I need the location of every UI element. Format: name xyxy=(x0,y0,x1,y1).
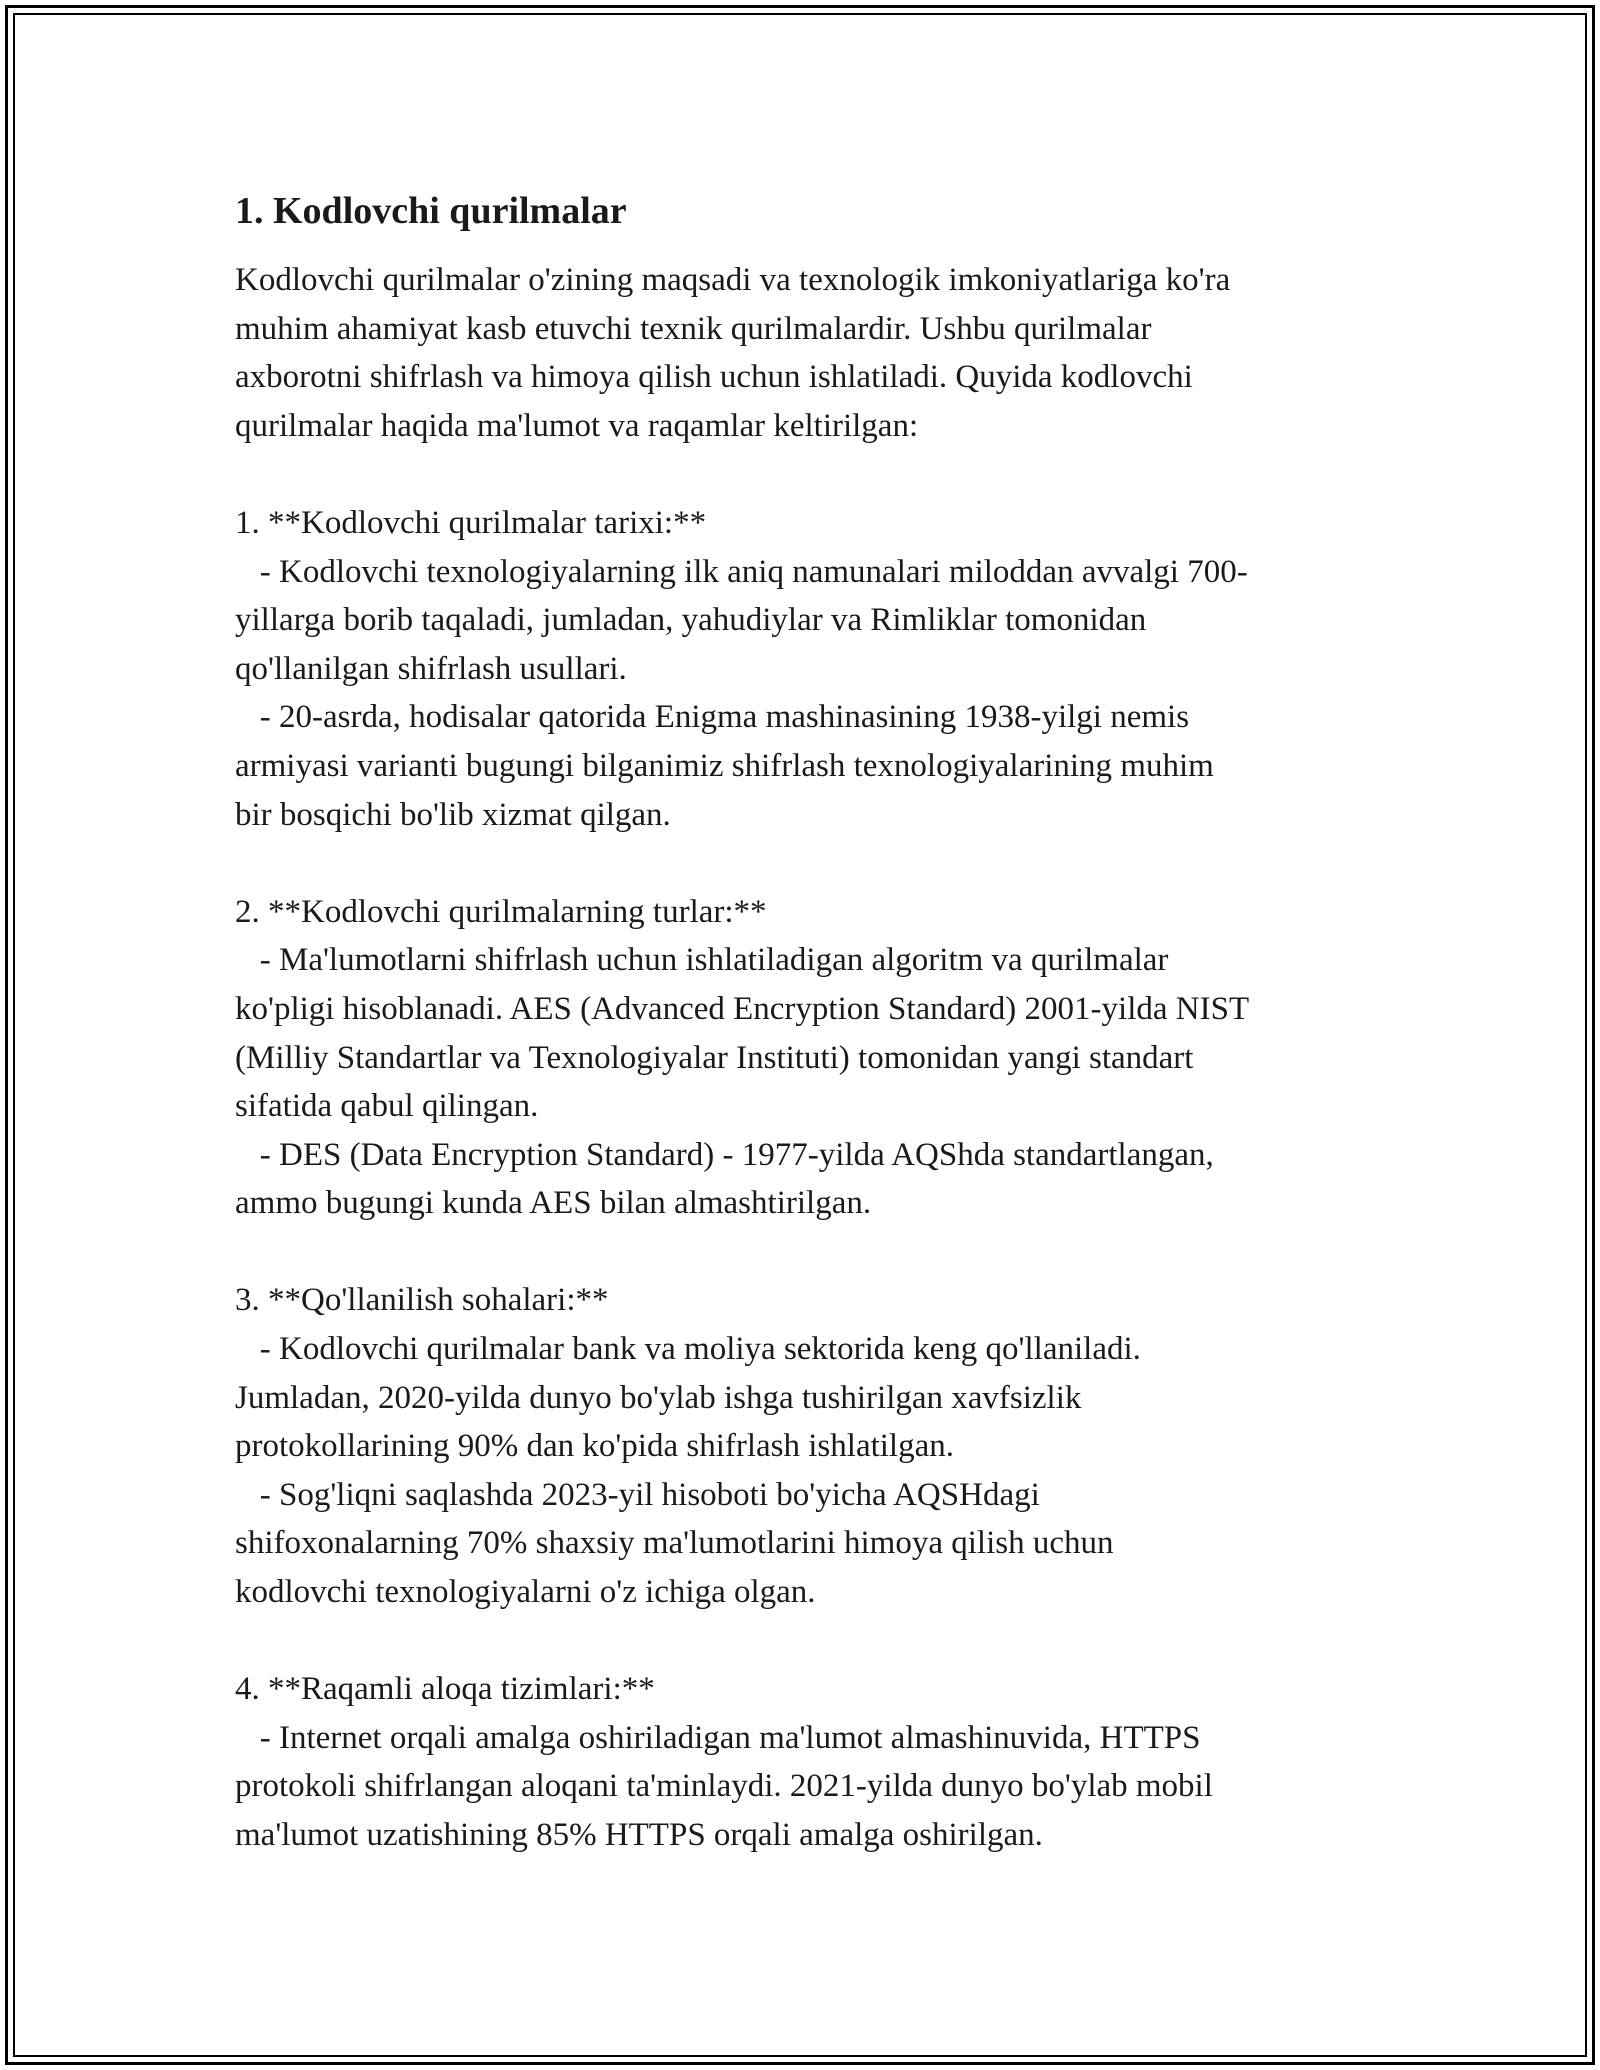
document-content xyxy=(235,186,1375,1860)
document-body: Kodlovchi qurilmalar o'zining maqsadi va texnologik imkoniyatlariga ko'ra muhim ahamiyat kasb etuvchi texnik qurilmalardir. Ushbu qurilmalar axborotni shifrlash va himoya qilish uchun ishlatiladi. Quyida kodlovchi qurilmalar haqida ma'lumot va raqamlar keltirilgan: 1. **Kodlovchi qurilmalar tarixi:** - Kodlovchi texnologiyalarning ilk aniq namunalari miloddan avvalgi 700- yillarga borib taqaladi, jumladan, yahudiylar va Rimliklar tomonidan qo'llanilgan shifrlash usullari. - 20-asrda, hodisalar qatorida Enigma mashinasining 1938-yilgi nemis armiyasi varianti bugungi bilganimiz shifrlash texnologiyalarining muhim bir bosqichi bo'lib xizmat qilgan. 2. **Kodlovchi qurilmalarning turlar:** - Ma'lumotlarni shifrlash uchun ishlatiladigan algoritm va qurilmalar ko'pligi hisoblanadi. AES (Advanced Encryption Standard) 2001-yilda NIST (Milliy Standartlar va Texnologiyalar Instituti) tomonidan yangi standart sifatida qabul qilingan. - DES (Data Encryption Standard) - 1977-yilda AQShda standartlangan, ammo bugungi kunda AES bilan almashtirilgan. 3. **Qo'llanilish sohalari:** - Kodlovchi qurilmalar bank va moliya sektorida keng qo'llaniladi. Jumladan, 2020-yilda dunyo bo'ylab ishga tushirilgan xavfsizlik protokollarining 90% dan ko'pida shifrlash ishlatilgan. - Sog'liqni saqlashda 2023-yil hisoboti bo'yicha AQSHdagi shifoxonalarning 70% shaxsiy ma'lumotlarini himoya qilish uchun kodlovchi texnologiyalarni o'z ichiga olgan. 4. **Raqamli aloqa tizimlari:** - Internet orqali amalga oshiriladigan ma'lumot almashinuvida, HTTPS protokoli shifrlangan aloqani ta'minlaydi. 2021-yilda dunyo bo'ylab mobil ma'lumot uzatishining 85% HTTPS orqali amalga oshirilgan. xyxy=(235,262,1250,1853)
document-title: 1. Kodlovchi qurilmalar xyxy=(235,190,627,232)
